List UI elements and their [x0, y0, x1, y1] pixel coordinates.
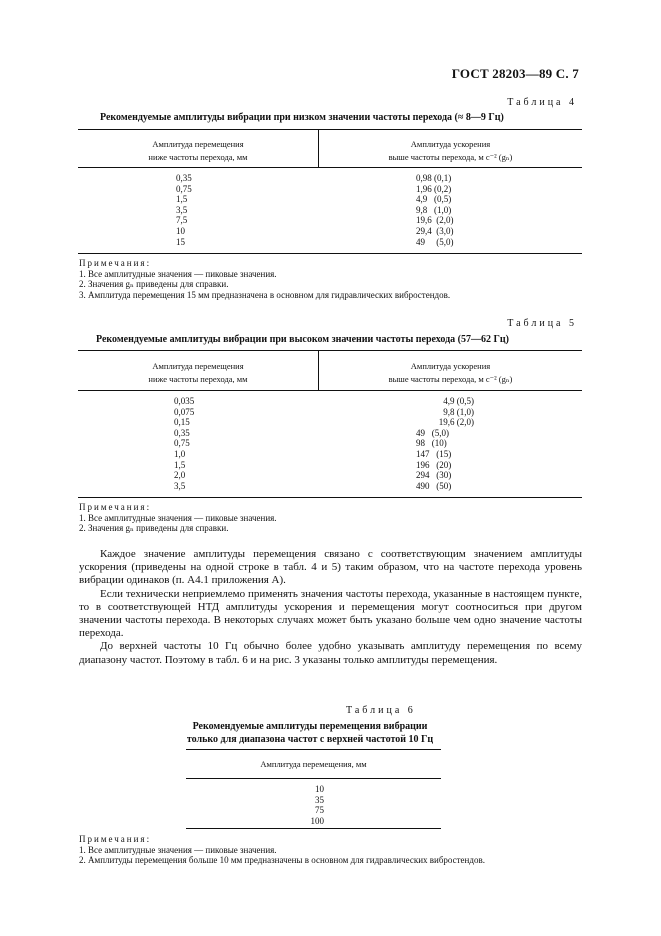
note-item: 1. Все амплитудные значения — пиковые значения.: [79, 844, 277, 855]
table-cell: 10: [176, 225, 185, 236]
note-item: 3. Амплитуда перемещения 15 мм предназначена в основном для гидравлических вибростендов.: [79, 289, 451, 300]
table6-notes: [79, 834, 485, 866]
table4-top-rule: [78, 129, 582, 130]
table-cell: 3,5: [174, 480, 186, 491]
table5-header-rule: [78, 390, 582, 391]
table5-label: Таблица 5: [507, 318, 577, 329]
table5-notes: [79, 502, 277, 534]
table6-label: Таблица 6: [346, 705, 416, 716]
table-cell: 0,75: [174, 438, 190, 449]
table4-header-rule: [78, 167, 582, 168]
table-cell: 1,5: [176, 194, 188, 205]
table6-title-line2: только для диапазона частот с верхней частотой 10 Гц: [186, 734, 434, 745]
table-cell: 0,35: [176, 173, 192, 183]
note-item: 2. Значения gₙ приведены для справки.: [79, 279, 229, 290]
table6-header-rule: [186, 778, 441, 779]
table-cell: 4,9 (0,5): [416, 194, 452, 205]
table-cell: 35: [315, 794, 324, 805]
table4-col2-header: [319, 138, 582, 164]
body-text: [79, 548, 582, 667]
table5-displacement-column: [174, 396, 194, 491]
table-cell: 1,0: [174, 448, 186, 459]
table5-acceleration-column: [416, 396, 474, 491]
table5-title: Рекомендуемые амплитуды вибрации при высоком значении частоты перехода (57—62 Гц): [96, 334, 509, 345]
notes-title: Примечания:: [79, 502, 152, 512]
table4-title: Рекомендуемые амплитуды вибрации при низком значении частоты перехода (≈ 8—9 Гц): [100, 112, 504, 123]
table4-col1-line1: Амплитуда перемещения: [152, 139, 244, 149]
table-cell: 19,6 (2,0): [416, 215, 454, 226]
table-cell: 0,15: [174, 417, 190, 428]
table5-col2-header: [319, 360, 582, 386]
note-item: 1. Все амплитудные значения — пиковые значения.: [79, 268, 277, 279]
table4-acceleration-column: [416, 173, 454, 247]
table4-col2-line1: Амплитуда ускорения: [410, 139, 491, 149]
table-cell: 29,4 (3,0): [416, 225, 454, 236]
table6-top-rule: [186, 749, 441, 750]
table-cell: 0,35: [174, 427, 190, 438]
table6-values-column: [300, 784, 324, 826]
table-cell: 9,8 (1,0): [416, 204, 452, 215]
table-cell: 0,98 (0,1): [416, 173, 452, 183]
paragraph: Если технически неприемлемо применять значения частоты перехода, указанные в настоящем пункте, то в соответствующей НТД амплитуды ускорения и перемещения могут соотноситься при другом значении частоты перехода. В некоторых случаях может быть указано больше чем одно значение частоты перехода.: [79, 587, 582, 640]
table5-bottom-rule: [78, 497, 582, 498]
table-cell: 2,0: [174, 470, 186, 481]
table4-notes: [79, 258, 450, 300]
table6-title-line1: Рекомендуемые амплитуды перемещения вибрации: [192, 721, 428, 732]
table-cell: 75: [315, 805, 324, 816]
table5-col1-line2: ниже частоты перехода, мм: [148, 374, 248, 384]
table-cell: 1,96 (0,2): [416, 183, 452, 194]
table-cell: 100: [310, 815, 324, 826]
table-cell: 196 (20): [416, 459, 452, 470]
table5-col1-line1: Амплитуда перемещения: [152, 361, 244, 371]
table4-col1-header: [78, 138, 318, 164]
table-cell: 49 (5,0): [416, 236, 454, 247]
table6-bottom-rule: [186, 828, 441, 829]
table-cell: 0,75: [176, 183, 192, 194]
table-cell: 98 (10): [416, 438, 447, 449]
table-cell: 490 (50): [416, 480, 452, 491]
table-cell: 294 (30): [416, 470, 452, 481]
notes-title: Примечания:: [79, 834, 152, 844]
table-cell: 0,075: [174, 406, 195, 417]
table-cell: 15: [176, 236, 185, 247]
table4-col2-line2: выше частоты перехода, м с⁻² (gₙ): [388, 152, 513, 162]
table5-col2-line2: выше частоты перехода, м с⁻² (gₙ): [388, 374, 513, 384]
notes-title: Примечания:: [79, 258, 152, 268]
table6-col-header: Амплитуда перемещения, мм: [260, 759, 367, 769]
paragraph: До верхней частоты 10 Гц обычно более удобно указывать амплитуду перемещения по всему диапазону частот. Поэтому в табл. 6 и на рис. 3 указаны только амплитуды перемещения.: [79, 640, 582, 666]
note-item: 2. Значения gₙ приведены для справки.: [79, 523, 229, 534]
table-cell: 0,035: [174, 396, 195, 406]
note-item: 2. Амплитуды перемещения больше 10 мм предназначены в основном для гидравлических вибростендов.: [79, 855, 485, 866]
table-cell: 9,8 (1,0): [443, 406, 474, 417]
table4-bottom-rule: [78, 253, 582, 254]
table-cell: 4,9 (0,5): [443, 396, 474, 406]
table4-label: Таблица 4: [507, 97, 577, 108]
table-cell: 7,5: [176, 215, 188, 226]
table-cell: 10: [315, 784, 324, 794]
table-cell: 147 (15): [416, 448, 452, 459]
table5-col1-header: [78, 360, 318, 386]
table-cell: 49 (5,0): [416, 427, 449, 438]
table4-displacement-column: [176, 173, 192, 247]
table5-col2-line1: Амплитуда ускорения: [410, 361, 491, 371]
table-cell: 3,5: [176, 204, 188, 215]
paragraph: Каждое значение амплитуды перемещения связано с соответствующим значением амплитуды ускорения (приведены на одной строке в табл. 4 и 5) таким образом, что на частоте перехода уровень вибрации одинаков (п. А4.1 приложения А).: [79, 548, 582, 587]
table4-col1-line2: ниже частоты перехода, мм: [148, 152, 248, 162]
table5-top-rule: [78, 350, 582, 351]
table-cell: 1,5: [174, 459, 186, 470]
note-item: 1. Все амплитудные значения — пиковые значения.: [79, 512, 277, 523]
page-header: ГОСТ 28203—89 С. 7: [451, 66, 579, 81]
table-cell: 19,6 (2,0): [438, 417, 474, 428]
